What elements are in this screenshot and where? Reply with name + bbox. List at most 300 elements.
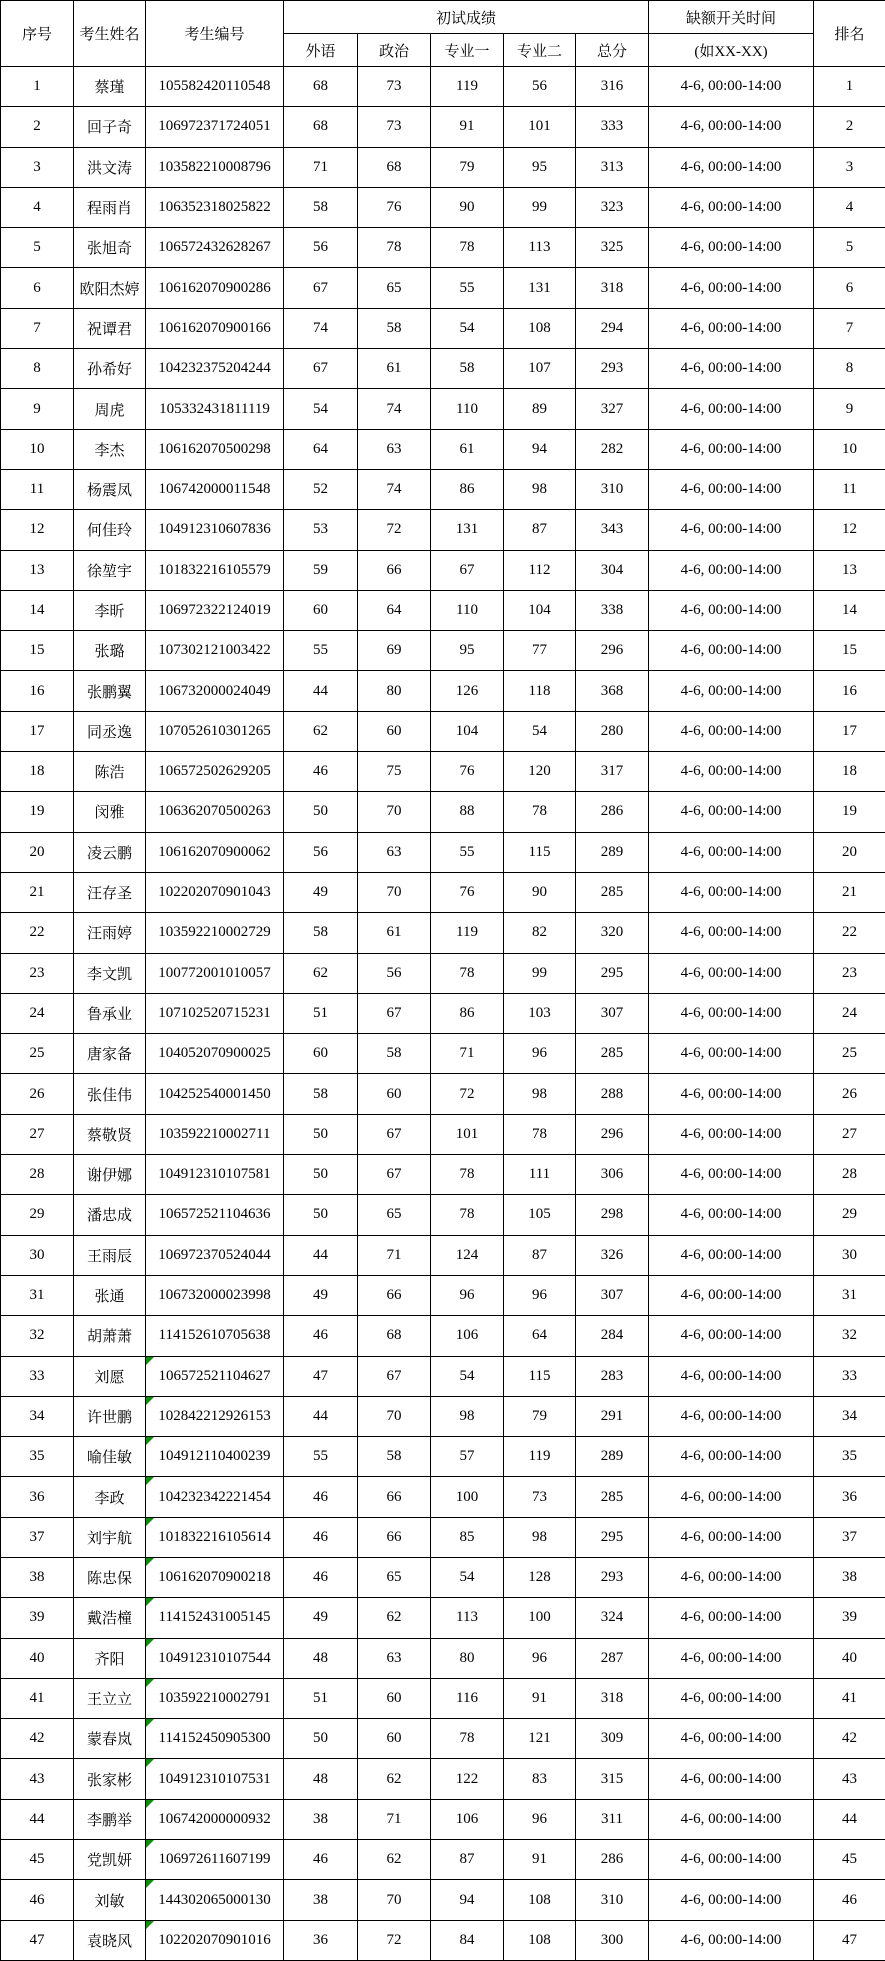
cell-rank: 14 — [814, 590, 885, 630]
cell-index: 47 — [1, 1920, 74, 1960]
cell-rank: 38 — [814, 1557, 885, 1597]
cell-foreign: 62 — [284, 711, 358, 751]
table-row — [1, 147, 885, 187]
cell-total: 306 — [576, 1155, 649, 1195]
table-body — [1, 67, 885, 1961]
cell-rank: 34 — [814, 1396, 885, 1436]
cell-id: 105582420110548 — [146, 67, 284, 107]
cell-name: 汪存圣 — [74, 872, 146, 912]
cell-index: 27 — [1, 1114, 74, 1154]
cell-id: 106162070900062 — [146, 832, 284, 872]
cell-major2: 101 — [504, 107, 576, 147]
cell-major1: 55 — [431, 832, 504, 872]
cell-text: 104912110400239 — [158, 1448, 271, 1465]
header-time-title: 缺额开关时间 — [649, 1, 814, 34]
cell-name: 何佳玲 — [74, 510, 146, 550]
cell-text: 101832216105614 — [158, 1528, 271, 1545]
table-row — [1, 268, 885, 308]
cell-major2: 95 — [504, 147, 576, 187]
cell-id: 106732000024049 — [146, 671, 284, 711]
green-corner-marker — [146, 1437, 154, 1445]
cell-total: 295 — [576, 953, 649, 993]
cell-foreign: 46 — [284, 1477, 358, 1517]
cell-total: 288 — [576, 1074, 649, 1114]
cell-total: 338 — [576, 590, 649, 630]
cell-id: 107302121003422 — [146, 631, 284, 671]
cell-id — [146, 1880, 284, 1920]
cell-politics: 58 — [358, 1437, 431, 1477]
cell-index: 19 — [1, 792, 74, 832]
cell-politics: 68 — [358, 147, 431, 187]
cell-major1: 79 — [431, 147, 504, 187]
cell-politics: 71 — [358, 1235, 431, 1275]
cell-id: 102202070901043 — [146, 872, 284, 912]
cell-index: 17 — [1, 711, 74, 751]
cell-index: 30 — [1, 1235, 74, 1275]
cell-major1: 54 — [431, 1356, 504, 1396]
cell-politics: 58 — [358, 1034, 431, 1074]
cell-name: 刘愿 — [74, 1356, 146, 1396]
green-corner-marker — [146, 1759, 154, 1767]
table-row — [1, 1155, 885, 1195]
green-corner-marker — [146, 1397, 154, 1405]
cell-foreign: 50 — [284, 1155, 358, 1195]
cell-rank: 8 — [814, 349, 885, 389]
cell-time: 4-6, 00:00-14:00 — [649, 1074, 814, 1114]
cell-index: 23 — [1, 953, 74, 993]
table-row — [1, 1840, 885, 1880]
cell-id: 101832216105579 — [146, 550, 284, 590]
cell-id: 106972371724051 — [146, 107, 284, 147]
cell-politics: 67 — [358, 993, 431, 1033]
cell-major1: 86 — [431, 993, 504, 1033]
cell-major2: 99 — [504, 953, 576, 993]
cell-index: 15 — [1, 631, 74, 671]
header-major-1: 专业一 — [431, 34, 504, 67]
cell-politics: 68 — [358, 1316, 431, 1356]
cell-total: 296 — [576, 1114, 649, 1154]
cell-id — [146, 1638, 284, 1678]
cell-foreign: 49 — [284, 872, 358, 912]
cell-name: 杨震凤 — [74, 469, 146, 509]
cell-time: 4-6, 00:00-14:00 — [649, 147, 814, 187]
cell-id: 107052610301265 — [146, 711, 284, 751]
cell-rank: 16 — [814, 671, 885, 711]
green-corner-marker — [146, 1518, 154, 1526]
table-row — [1, 228, 885, 268]
table-row — [1, 308, 885, 348]
cell-foreign: 58 — [284, 1074, 358, 1114]
cell-time: 4-6, 00:00-14:00 — [649, 671, 814, 711]
cell-rank: 47 — [814, 1920, 885, 1960]
cell-major2: 100 — [504, 1598, 576, 1638]
cell-index: 26 — [1, 1074, 74, 1114]
cell-major2: 115 — [504, 1356, 576, 1396]
cell-rank: 5 — [814, 228, 885, 268]
cell-rank: 7 — [814, 308, 885, 348]
cell-major2: 73 — [504, 1477, 576, 1517]
cell-total: 286 — [576, 792, 649, 832]
cell-major1: 95 — [431, 631, 504, 671]
cell-text: 106572521104627 — [158, 1367, 271, 1384]
cell-time: 4-6, 00:00-14:00 — [649, 550, 814, 590]
cell-time: 4-6, 00:00-14:00 — [649, 510, 814, 550]
cell-total: 313 — [576, 147, 649, 187]
cell-id: 100772001010057 — [146, 953, 284, 993]
cell-major2: 108 — [504, 308, 576, 348]
cell-major1: 55 — [431, 268, 504, 308]
cell-time: 4-6, 00:00-14:00 — [649, 832, 814, 872]
cell-total: 296 — [576, 631, 649, 671]
cell-name: 祝谭君 — [74, 308, 146, 348]
cell-total: 320 — [576, 913, 649, 953]
cell-index: 37 — [1, 1517, 74, 1557]
cell-total: 310 — [576, 1880, 649, 1920]
cell-major1: 57 — [431, 1437, 504, 1477]
cell-id — [146, 1678, 284, 1718]
cell-politics: 61 — [358, 349, 431, 389]
cell-major2: 121 — [504, 1719, 576, 1759]
cell-index: 1 — [1, 67, 74, 107]
cell-name: 蔡瑾 — [74, 67, 146, 107]
cell-politics: 72 — [358, 1920, 431, 1960]
cell-major1: 67 — [431, 550, 504, 590]
green-corner-marker — [146, 1558, 154, 1566]
cell-foreign: 48 — [284, 1759, 358, 1799]
cell-major2: 78 — [504, 792, 576, 832]
cell-time: 4-6, 00:00-14:00 — [649, 1920, 814, 1960]
cell-major2: 99 — [504, 187, 576, 227]
cell-rank: 37 — [814, 1517, 885, 1557]
cell-name: 喻佳敏 — [74, 1437, 146, 1477]
cell-total: 285 — [576, 1034, 649, 1074]
cell-major2: 105 — [504, 1195, 576, 1235]
cell-time: 4-6, 00:00-14:00 — [649, 1275, 814, 1315]
cell-major1: 85 — [431, 1517, 504, 1557]
header-politics: 政治 — [358, 34, 431, 67]
cell-major2: 78 — [504, 1114, 576, 1154]
table-row — [1, 1799, 885, 1839]
cell-foreign: 36 — [284, 1920, 358, 1960]
cell-name: 张鹏翼 — [74, 671, 146, 711]
cell-time: 4-6, 00:00-14:00 — [649, 1114, 814, 1154]
cell-time: 4-6, 00:00-14:00 — [649, 1799, 814, 1839]
cell-politics: 58 — [358, 308, 431, 348]
cell-foreign: 50 — [284, 1114, 358, 1154]
cell-id — [146, 1920, 284, 1960]
cell-rank: 39 — [814, 1598, 885, 1638]
cell-major1: 72 — [431, 1074, 504, 1114]
cell-total: 318 — [576, 1678, 649, 1718]
cell-major1: 106 — [431, 1799, 504, 1839]
cell-major1: 78 — [431, 1195, 504, 1235]
cell-rank: 33 — [814, 1356, 885, 1396]
cell-id: 106352318025822 — [146, 187, 284, 227]
cell-major1: 78 — [431, 228, 504, 268]
cell-politics: 62 — [358, 1598, 431, 1638]
cell-major1: 76 — [431, 752, 504, 792]
table-row — [1, 1396, 885, 1436]
cell-rank: 10 — [814, 429, 885, 469]
header-scores-group: 初试成绩 — [284, 1, 649, 34]
cell-total: 316 — [576, 67, 649, 107]
cell-time: 4-6, 00:00-14:00 — [649, 187, 814, 227]
cell-text: 102842212926153 — [158, 1407, 271, 1424]
cell-foreign: 55 — [284, 631, 358, 671]
cell-name: 李鹏举 — [74, 1799, 146, 1839]
cell-id: 106972370524044 — [146, 1235, 284, 1275]
table-row — [1, 510, 885, 550]
cell-text: 106162070900218 — [158, 1569, 271, 1586]
cell-major1: 113 — [431, 1598, 504, 1638]
cell-total: 295 — [576, 1517, 649, 1557]
cell-id — [146, 1557, 284, 1597]
cell-id — [146, 1799, 284, 1839]
cell-total: 287 — [576, 1638, 649, 1678]
cell-name: 李杰 — [74, 429, 146, 469]
green-corner-marker — [146, 1357, 154, 1365]
cell-major2: 96 — [504, 1799, 576, 1839]
table-header — [1, 1, 885, 67]
cell-time: 4-6, 00:00-14:00 — [649, 752, 814, 792]
cell-name: 许世鹏 — [74, 1396, 146, 1436]
table-row — [1, 1356, 885, 1396]
cell-time: 4-6, 00:00-14:00 — [649, 308, 814, 348]
cell-name: 谢伊娜 — [74, 1155, 146, 1195]
cell-major2: 91 — [504, 1678, 576, 1718]
cell-time: 4-6, 00:00-14:00 — [649, 1880, 814, 1920]
cell-text: 114152431005145 — [158, 1609, 271, 1626]
cell-time: 4-6, 00:00-14:00 — [649, 1638, 814, 1678]
cell-rank: 44 — [814, 1799, 885, 1839]
cell-major1: 80 — [431, 1638, 504, 1678]
cell-major1: 119 — [431, 913, 504, 953]
cell-rank: 17 — [814, 711, 885, 751]
cell-text: 102202070901016 — [158, 1931, 271, 1948]
cell-index: 45 — [1, 1840, 74, 1880]
table-row — [1, 187, 885, 227]
cell-politics: 67 — [358, 1114, 431, 1154]
cell-rank: 45 — [814, 1840, 885, 1880]
cell-name: 张家彬 — [74, 1759, 146, 1799]
cell-id: 106362070500263 — [146, 792, 284, 832]
cell-index: 6 — [1, 268, 74, 308]
cell-foreign: 55 — [284, 1437, 358, 1477]
cell-politics: 70 — [358, 1396, 431, 1436]
cell-major2: 111 — [504, 1155, 576, 1195]
table-row — [1, 1114, 885, 1154]
cell-time: 4-6, 00:00-14:00 — [649, 1719, 814, 1759]
cell-major2: 120 — [504, 752, 576, 792]
cell-politics: 61 — [358, 913, 431, 953]
cell-id — [146, 1719, 284, 1759]
cell-text: 114152450905300 — [158, 1730, 271, 1747]
cell-name: 陈忠保 — [74, 1557, 146, 1597]
cell-index: 14 — [1, 590, 74, 630]
cell-name: 周虎 — [74, 389, 146, 429]
cell-text: 144302065000130 — [158, 1891, 271, 1908]
cell-time: 4-6, 00:00-14:00 — [649, 792, 814, 832]
cell-name: 凌云鹏 — [74, 832, 146, 872]
cell-time: 4-6, 00:00-14:00 — [649, 1477, 814, 1517]
cell-major1: 84 — [431, 1920, 504, 1960]
cell-index: 5 — [1, 228, 74, 268]
cell-total: 318 — [576, 268, 649, 308]
table-row — [1, 711, 885, 751]
cell-id: 106162070900286 — [146, 268, 284, 308]
cell-index: 22 — [1, 913, 74, 953]
cell-total: 343 — [576, 510, 649, 550]
cell-foreign: 51 — [284, 1678, 358, 1718]
cell-name: 张佳伟 — [74, 1074, 146, 1114]
cell-foreign: 68 — [284, 67, 358, 107]
table-row — [1, 1678, 885, 1718]
green-corner-marker — [146, 1840, 154, 1848]
cell-foreign: 44 — [284, 671, 358, 711]
cell-politics: 60 — [358, 1678, 431, 1718]
cell-politics: 63 — [358, 429, 431, 469]
cell-index: 35 — [1, 1437, 74, 1477]
cell-major2: 96 — [504, 1034, 576, 1074]
cell-index: 12 — [1, 510, 74, 550]
table-row — [1, 1235, 885, 1275]
table-row — [1, 1437, 885, 1477]
table-row — [1, 872, 885, 912]
table-row — [1, 107, 885, 147]
cell-rank: 29 — [814, 1195, 885, 1235]
cell-major1: 71 — [431, 1034, 504, 1074]
cell-politics: 67 — [358, 1356, 431, 1396]
cell-major1: 86 — [431, 469, 504, 509]
cell-index: 8 — [1, 349, 74, 389]
cell-index: 43 — [1, 1759, 74, 1799]
cell-foreign: 68 — [284, 107, 358, 147]
cell-name: 胡萧萧 — [74, 1316, 146, 1356]
cell-id — [146, 1356, 284, 1396]
cell-total: 324 — [576, 1598, 649, 1638]
cell-foreign: 46 — [284, 1316, 358, 1356]
cell-major1: 106 — [431, 1316, 504, 1356]
table-row — [1, 1517, 885, 1557]
cell-major2: 131 — [504, 268, 576, 308]
table-row — [1, 1074, 885, 1114]
cell-major1: 54 — [431, 308, 504, 348]
cell-total: 368 — [576, 671, 649, 711]
cell-id: 104912310107581 — [146, 1155, 284, 1195]
table-row — [1, 1477, 885, 1517]
cell-id: 114152610705638 — [146, 1316, 284, 1356]
cell-total: 300 — [576, 1920, 649, 1960]
cell-id — [146, 1396, 284, 1436]
cell-time: 4-6, 00:00-14:00 — [649, 1840, 814, 1880]
cell-foreign: 49 — [284, 1275, 358, 1315]
cell-major1: 88 — [431, 792, 504, 832]
cell-name: 张璐 — [74, 631, 146, 671]
header-time-format: (如XX-XX) — [649, 34, 814, 67]
cell-major2: 118 — [504, 671, 576, 711]
cell-text: 104912310107531 — [158, 1770, 271, 1787]
table-row — [1, 429, 885, 469]
cell-total: 327 — [576, 389, 649, 429]
cell-foreign: 50 — [284, 1719, 358, 1759]
header-total-score: 总分 — [576, 34, 649, 67]
cell-rank: 28 — [814, 1155, 885, 1195]
cell-politics: 74 — [358, 389, 431, 429]
cell-foreign: 51 — [284, 993, 358, 1033]
cell-id — [146, 1759, 284, 1799]
cell-name: 张旭奇 — [74, 228, 146, 268]
cell-index: 9 — [1, 389, 74, 429]
cell-time: 4-6, 00:00-14:00 — [649, 1316, 814, 1356]
cell-politics: 73 — [358, 67, 431, 107]
cell-index: 4 — [1, 187, 74, 227]
cell-name: 李文凯 — [74, 953, 146, 993]
cell-index: 28 — [1, 1155, 74, 1195]
cell-rank: 35 — [814, 1437, 885, 1477]
cell-foreign: 60 — [284, 590, 358, 630]
cell-foreign: 46 — [284, 1840, 358, 1880]
cell-time: 4-6, 00:00-14:00 — [649, 1557, 814, 1597]
cell-major2: 56 — [504, 67, 576, 107]
cell-major1: 61 — [431, 429, 504, 469]
cell-index: 21 — [1, 872, 74, 912]
cell-time: 4-6, 00:00-14:00 — [649, 913, 814, 953]
green-corner-marker — [146, 1880, 154, 1888]
cell-index: 2 — [1, 107, 74, 147]
cell-time: 4-6, 00:00-14:00 — [649, 1235, 814, 1275]
table-row — [1, 671, 885, 711]
table-row — [1, 752, 885, 792]
cell-major2: 79 — [504, 1396, 576, 1436]
header-candidate-name: 考生姓名 — [74, 1, 146, 67]
cell-text: 106742000000932 — [158, 1810, 271, 1827]
cell-foreign: 52 — [284, 469, 358, 509]
cell-total: 291 — [576, 1396, 649, 1436]
header-foreign-language: 外语 — [284, 34, 358, 67]
cell-major1: 96 — [431, 1275, 504, 1315]
cell-rank: 43 — [814, 1759, 885, 1799]
cell-index: 34 — [1, 1396, 74, 1436]
cell-foreign: 38 — [284, 1880, 358, 1920]
table-row — [1, 1719, 885, 1759]
cell-politics: 76 — [358, 187, 431, 227]
cell-total: 325 — [576, 228, 649, 268]
header-candidate-id: 考生编号 — [146, 1, 284, 67]
table-row — [1, 1920, 885, 1960]
table-row — [1, 67, 885, 107]
cell-foreign: 60 — [284, 1034, 358, 1074]
cell-index: 13 — [1, 550, 74, 590]
cell-name: 党凯妍 — [74, 1840, 146, 1880]
header-index: 序号 — [1, 1, 74, 67]
cell-politics: 62 — [358, 1759, 431, 1799]
cell-id: 106742000011548 — [146, 469, 284, 509]
cell-rank: 12 — [814, 510, 885, 550]
cell-index: 44 — [1, 1799, 74, 1839]
cell-foreign: 46 — [284, 1517, 358, 1557]
cell-foreign: 54 — [284, 389, 358, 429]
cell-foreign: 56 — [284, 832, 358, 872]
cell-id: 106972322124019 — [146, 590, 284, 630]
cell-index: 39 — [1, 1598, 74, 1638]
cell-major2: 96 — [504, 1275, 576, 1315]
header-rank: 排名 — [814, 1, 885, 67]
green-corner-marker — [146, 1719, 154, 1727]
cell-politics: 75 — [358, 752, 431, 792]
cell-foreign: 67 — [284, 268, 358, 308]
cell-id: 106572521104636 — [146, 1195, 284, 1235]
cell-major2: 98 — [504, 1517, 576, 1557]
